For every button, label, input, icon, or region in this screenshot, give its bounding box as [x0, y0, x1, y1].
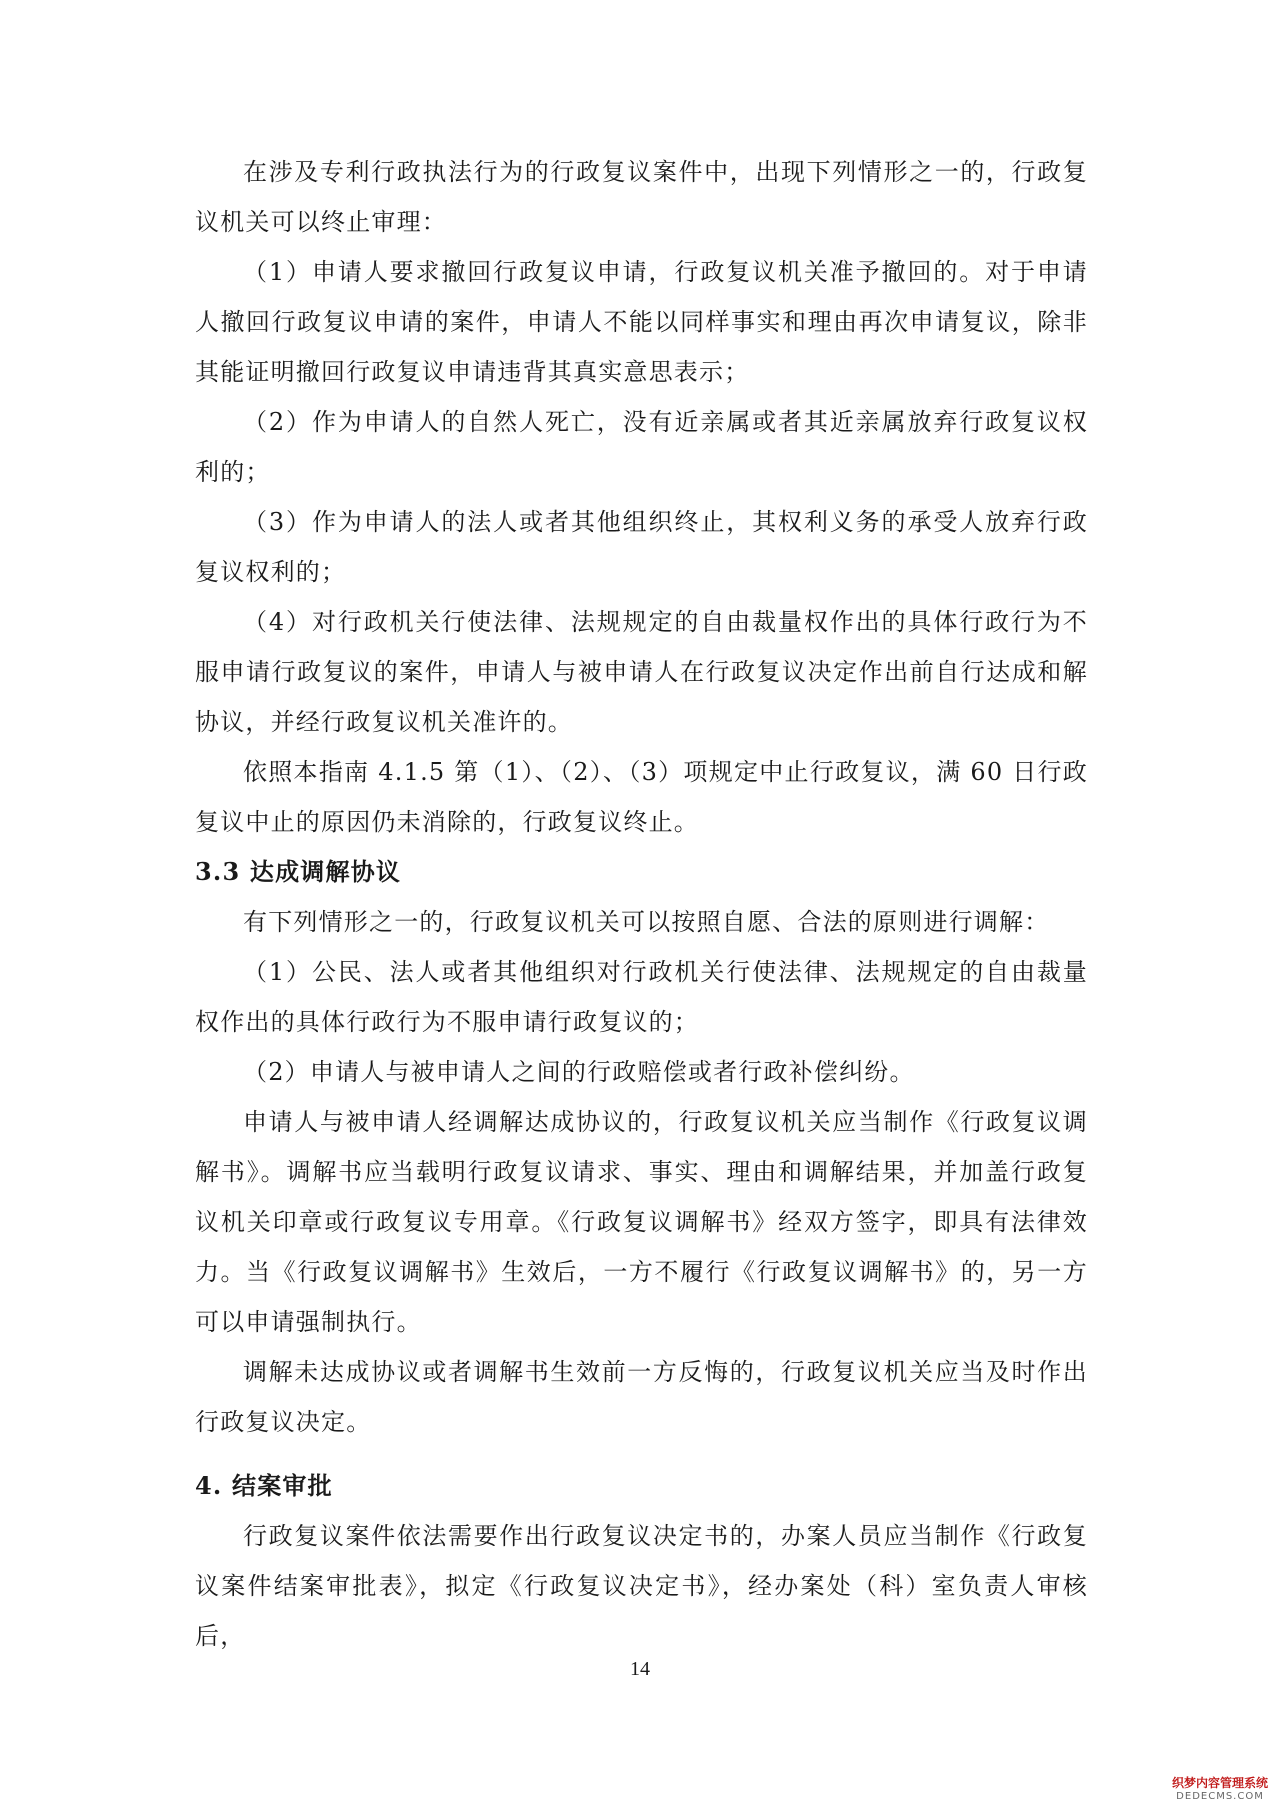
- paragraph-mediation-item-1: （1）公民、法人或者其他组织对行政机关行使法律、法规规定的自由裁量权作出的具体行政行为不服申请行政复议的；: [195, 958, 1088, 1036]
- paragraph-suspension-rule: 依照本指南 4.1.5 第（1）、（2）、（3）项规定中止行政复议，满 60 日行政复议中止的原因仍未消除的，行政复议终止。: [195, 758, 1088, 836]
- paragraph-case-closing: 行政复议案件依法需要作出行政复议决定书的，办案人员应当制作《行政复议案件结案审批表》，拟定《行政复议决定书》，经办案处（科）室负责人审核后，: [195, 1522, 1088, 1650]
- paragraph-item-1-withdraw: （1）申请人要求撤回行政复议申请，行政复议机关准予撤回的。对于申请人撤回行政复议申请的案件，申请人不能以同样事实和理由再次申请复议，除非其能证明撤回行政复议申请违背其真实意思表示；: [195, 258, 1088, 386]
- watermark-logo: [1168, 1776, 1272, 1803]
- document-body: [195, 147, 1088, 1661]
- section-heading-mediation: 3.3 达成调解协议: [195, 857, 402, 886]
- paragraph-mediation-intro: 有下列情形之一的，行政复议机关可以按照自愿、合法的原则进行调解：: [243, 908, 1050, 936]
- paragraph-termination-intro: 在涉及专利行政执法行为的行政复议案件中，出现下列情形之一的，行政复议机关可以终止审理：: [195, 158, 1088, 236]
- section-heading-case-closing: 4. 结案审批: [195, 1471, 333, 1500]
- paragraph-item-4-settlement: （4）对行政机关行使法律、法规规定的自由裁量权作出的具体行政行为不服申请行政复议的案件，申请人与被申请人在行政复议决定作出前自行达成和解协议，并经行政复议机关准许的。: [195, 608, 1088, 736]
- paragraph-item-3-legal-person: （3）作为申请人的法人或者其他组织终止，其权利义务的承受人放弃行政复议权利的；: [195, 508, 1088, 586]
- paragraph-mediation-failed: 调解未达成协议或者调解书生效前一方反悔的，行政复议机关应当及时作出行政复议决定。: [195, 1358, 1088, 1436]
- paragraph-item-2-natural-person: （2）作为申请人的自然人死亡，没有近亲属或者其近亲属放弃行政复议权利的；: [195, 408, 1088, 486]
- watermark-domain: DEDECMS.COM: [1176, 1791, 1264, 1802]
- paragraph-mediation-item-2: （2）申请人与被申请人之间的行政赔偿或者行政补偿纠纷。: [243, 1058, 915, 1086]
- watermark-title: 织梦内容管理系统: [1171, 1776, 1268, 1790]
- paragraph-mediation-agreement: 申请人与被申请人经调解达成协议的，行政复议机关应当制作《行政复议调解书》。调解书应当载明行政复议请求、事实、理由和调解结果，并加盖行政复议机关印章或行政复议专用章。《行政复议调解书》经双方签字，即具有法律效力。当《行政复议调解书》生效后，一方不履行《行政复议调解书》的，另一方可以申请强制执行。: [195, 1108, 1088, 1336]
- page-number: 14: [630, 1658, 650, 1680]
